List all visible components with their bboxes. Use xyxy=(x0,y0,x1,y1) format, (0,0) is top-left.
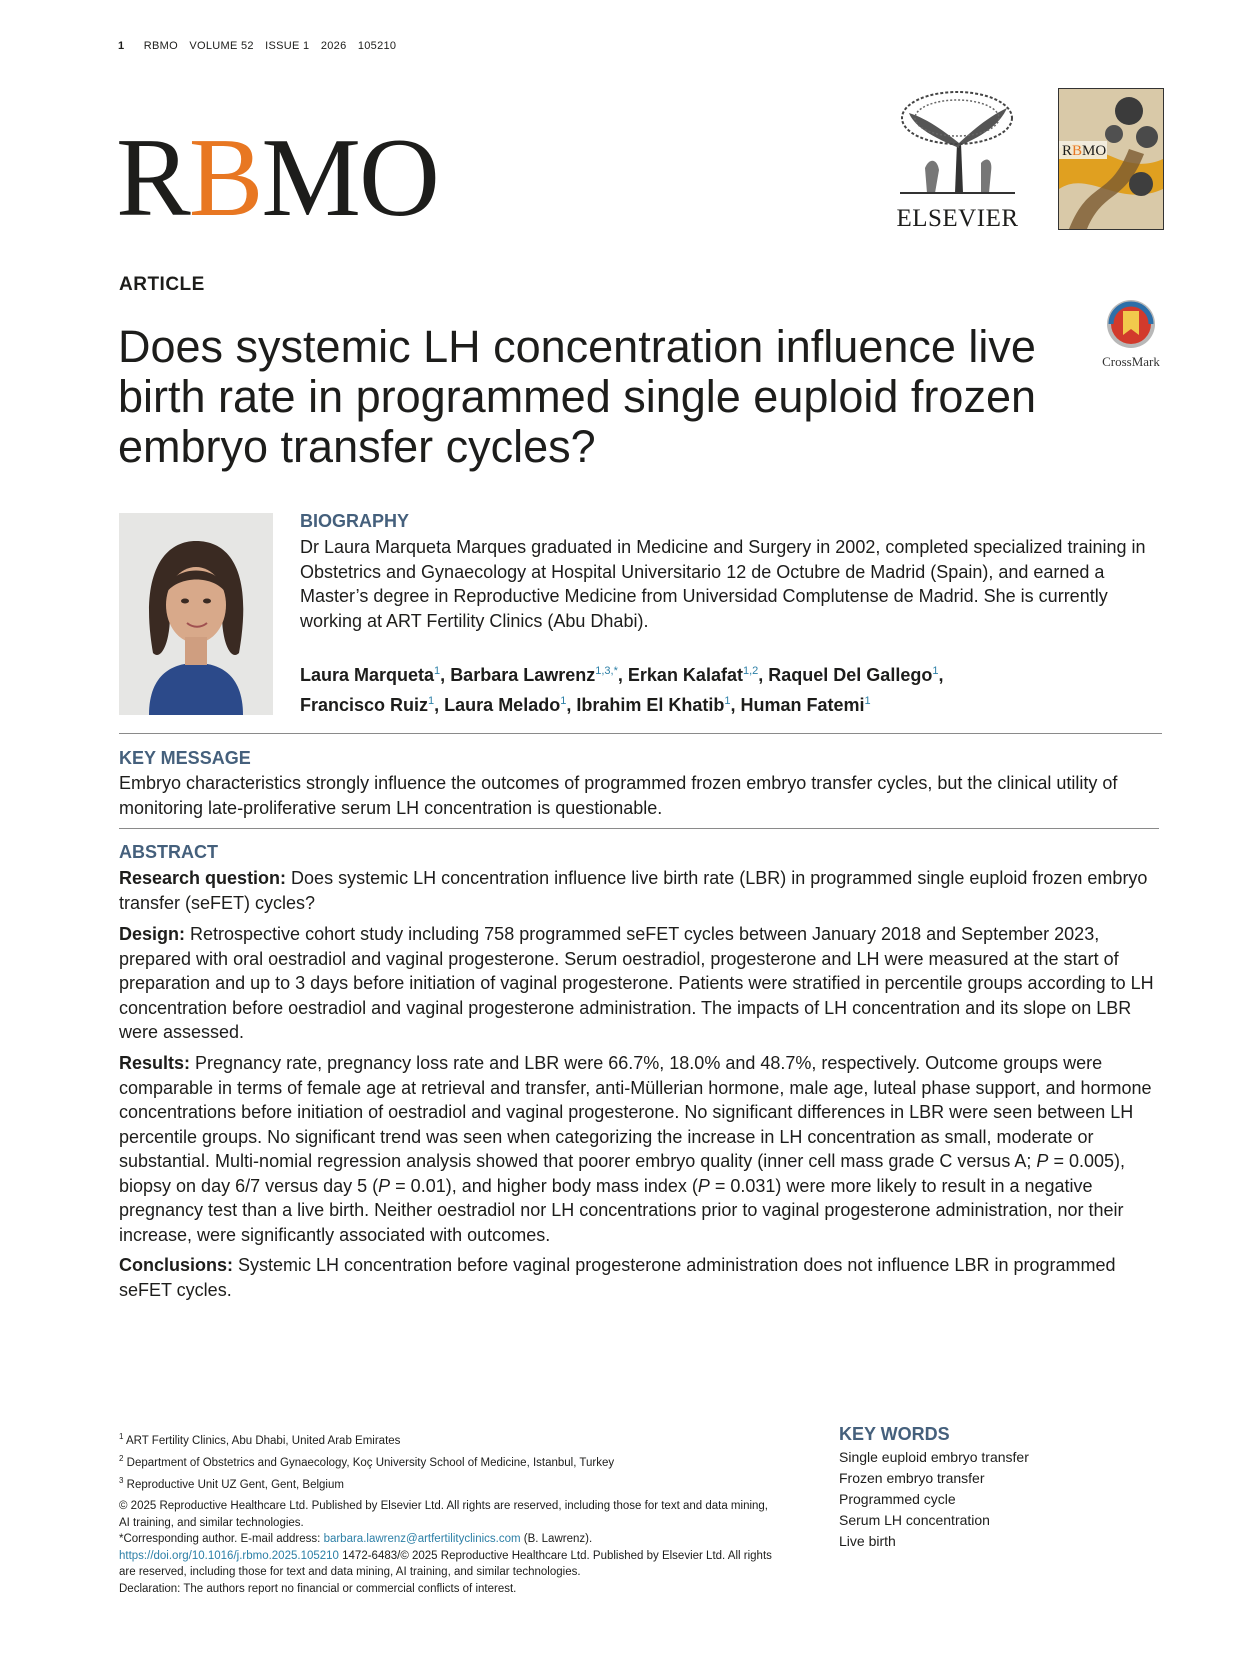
author-name: Laura Marqueta xyxy=(300,665,435,685)
author-separator: , xyxy=(434,695,445,715)
issn-text: 1472-6483/© 2025 Reproductive Healthcare Ltd. Published by Elsevier Ltd. All rights are reserved, including those for text and data mining, AI training, and similar technologies. xyxy=(119,1549,772,1578)
affiliation-footnotes xyxy=(119,1428,614,1493)
journal-cover-thumbnail[interactable] xyxy=(1058,88,1164,230)
running-head xyxy=(118,40,404,52)
keywords-heading: KEY WORDS xyxy=(839,1424,950,1444)
author-separator: , xyxy=(566,695,577,715)
author-name: Raquel Del Gallego xyxy=(768,665,933,685)
crossmark-icon xyxy=(1095,297,1167,349)
author-name: Ibrahim El Khatib xyxy=(576,695,725,715)
research-question-label: Research question: xyxy=(119,868,287,888)
svg-text:RBMO xyxy=(1062,143,1106,159)
conclusions-text: Systemic LH concentration before vaginal progesterone administration does not influence LBR in programmed seFET cycles. xyxy=(119,1255,1116,1300)
author-separator: , xyxy=(758,665,769,685)
affiliation-item xyxy=(119,1428,614,1450)
affiliation-number: 2 xyxy=(119,1453,124,1463)
cover-logo-letter: O xyxy=(1095,143,1107,159)
author-affiliation-marker[interactable]: 1 xyxy=(724,695,731,707)
author-name: Laura Melado xyxy=(444,695,561,715)
design-label: Design: xyxy=(119,924,186,944)
volume: VOLUME 52 xyxy=(189,40,254,52)
cover-logo-letter: B xyxy=(1072,143,1083,159)
keyword-item: Single euploid embryo transfer xyxy=(839,1449,1029,1465)
keyword-item: Programmed cycle xyxy=(839,1491,956,1507)
corresponding-author xyxy=(119,1531,779,1581)
logo-letter: O xyxy=(359,120,438,230)
divider xyxy=(119,828,1159,829)
keyword-item: Live birth xyxy=(839,1533,896,1549)
abstract-research-question xyxy=(119,866,1164,915)
divider xyxy=(119,733,1162,734)
logo-letter: B xyxy=(188,120,262,230)
results-text: Pregnancy rate, pregnancy loss rate and LBR were 66.7%, 18.0% and 48.7%, respectively. Outcome groups were comparable in terms of female age at retrieval and transfer, anti-Müllerian hormone, male age, luteal phase support, and hormone concentrations before initiation of oestradiol and vaginal progesterone. No significant differences in LBR were seen between LH percentile groups. No significant trend was seen when categorizing the increase in LH concentration as small, moderate or substantial. Multi-nomial regression analysis showed that poorer embryo quality (inner cell mass grade C versus A; xyxy=(119,1053,1152,1171)
cover-logo-letter: M xyxy=(1082,143,1096,159)
abstract-results xyxy=(119,1051,1164,1247)
author-list xyxy=(300,658,1170,718)
page-number: 1 xyxy=(118,40,125,52)
elsevier-tree-icon xyxy=(895,88,1020,198)
key-message-heading: KEY MESSAGE xyxy=(119,748,251,768)
author-affiliation-marker[interactable]: 1 xyxy=(864,695,871,707)
results-label: Results: xyxy=(119,1053,191,1073)
affiliation-number: 3 xyxy=(119,1475,124,1485)
author-affiliation-marker[interactable]: 1 xyxy=(932,665,939,677)
author-affiliation-marker[interactable]: 1 xyxy=(560,695,567,707)
keyword-item: Frozen embryo transfer xyxy=(839,1470,985,1486)
affiliation-item xyxy=(119,1450,614,1472)
author-separator: , xyxy=(938,665,944,685)
conclusions-label: Conclusions: xyxy=(119,1255,234,1275)
affiliation-number: 1 xyxy=(119,1432,124,1441)
author-name: Human Fatemi xyxy=(740,695,865,715)
affiliation-text: Department of Obstetrics and Gynaecology, Koç University School of Medicine, Istanbul, Turkey xyxy=(123,1456,615,1469)
keywords-list xyxy=(839,1447,1029,1552)
author-separator: , xyxy=(440,665,451,685)
cover-logo-letter: R xyxy=(1062,143,1073,159)
publisher-name: ELSEVIER xyxy=(896,205,1019,232)
p-value-symbol: P xyxy=(378,1175,391,1196)
journal-logo xyxy=(116,120,496,230)
journal-abbrev: RBMO xyxy=(143,40,178,52)
author-affiliation-marker[interactable]: 1 xyxy=(428,695,435,707)
abstract-design xyxy=(119,922,1164,1045)
issue: ISSUE 1 xyxy=(265,40,310,52)
article-number: 105210 xyxy=(357,40,397,52)
logo-letter: R xyxy=(116,120,189,230)
copyright-line: © 2025 Reproductive Healthcare Ltd. Published by Elsevier Ltd. All rights are reserved, including those for text and data mining, AI training, and similar technologies. xyxy=(119,1500,769,1529)
p-value-symbol: P xyxy=(1036,1151,1049,1171)
author-affiliation-marker[interactable]: 1,2 xyxy=(742,665,759,677)
logo-letter: M xyxy=(261,120,359,230)
author-name: Erkan Kalafat xyxy=(627,665,743,685)
abstract-heading: ABSTRACT xyxy=(119,842,218,862)
results-text: = 0.005), biopsy on day 6/7 versus day 5 ( xyxy=(119,1151,1125,1196)
biography-text: Dr Laura Marqueta Marques graduated in Medicine and Surgery in 2002, completed specialized training in Obstetrics and Gynaecology at Hospital Universitario 12 de Octubre de Madrid (Spain), and earned a Master’s degree in Reproductive Medicine from Universidad Complutense de Madrid. She is currently working at ART Fertility Clinics (Abu Dhabi). xyxy=(300,537,1146,631)
author-separator: , xyxy=(730,695,741,715)
doi-link[interactable]: https://doi.org/10.1016/j.rbmo.2025.105210 xyxy=(119,1549,339,1562)
publisher-logo xyxy=(895,88,1020,232)
email-link[interactable]: barbara.lawrenz@artfertilityclinics.com xyxy=(323,1533,521,1545)
author-separator: , xyxy=(617,665,628,685)
corresponding-name: (B. Lawrenz). xyxy=(520,1533,593,1545)
results-text: = 0.01), and higher body mass index ( xyxy=(390,1175,698,1196)
crossmark-label: CrossMark xyxy=(1102,354,1160,369)
abstract-conclusions xyxy=(119,1253,1164,1302)
copyright-block xyxy=(119,1498,779,1597)
affiliation-text: Reproductive Unit UZ Gent, Gent, Belgium xyxy=(123,1478,344,1491)
declaration: Declaration: The authors report no financial or commercial conflicts of interest. xyxy=(119,1582,517,1595)
author-portrait xyxy=(119,513,273,715)
article-title: Does systemic LH concentration influence live birth rate in programmed single euploid frozen embryo transfer cycles? xyxy=(118,321,1036,472)
author-name: Barbara Lawrenz xyxy=(450,665,596,685)
results-text: = 0.031) were more likely to result in a negative pregnancy test than a live birth. Neither oestradiol nor LH concentrations prior to vaginal progesterone administration, nor their increase, were significantly associated with outcomes. xyxy=(119,1175,1124,1245)
author-name: Francisco Ruiz xyxy=(300,695,429,715)
crossmark-badge[interactable] xyxy=(1095,297,1167,369)
svg-text:RBMO xyxy=(116,120,438,230)
year: 2026 xyxy=(320,40,347,52)
author-affiliation-marker[interactable]: 1,3,* xyxy=(595,665,618,677)
research-question-text: Does systemic LH concentration influence live birth rate (LBR) in programmed single euploid frozen embryo transfer (seFET) cycles? xyxy=(119,868,1148,913)
author-photo xyxy=(119,513,273,715)
keyword-item: Serum LH concentration xyxy=(839,1512,990,1528)
biography-heading: BIOGRAPHY xyxy=(300,511,410,531)
design-text: Retrospective cohort study including 758 programmed seFET cycles between January 2018 and September 2023, prepared with oral oestradiol and vaginal progesterone. Serum oestradiol, progesterone and LH were measured at the start of preparation and up to 3 days before initiation of vaginal progesterone. Patients were stratified in percentile groups according to LH concentration before oestradiol and vaginal progesterone administration. The impacts of LH concentration and its slope on LBR were assessed. xyxy=(119,924,1154,1042)
affiliation-item xyxy=(119,1472,614,1494)
author-affiliation-marker[interactable]: 1 xyxy=(434,665,441,677)
corresponding-prefix: *Corresponding author. E-mail address: xyxy=(119,1533,324,1545)
cover-image xyxy=(1059,89,1163,229)
p-value-symbol: P xyxy=(697,1175,710,1196)
article-type: ARTICLE xyxy=(119,274,205,295)
affiliation-text: ART Fertility Clinics, Abu Dhabi, United Arab Emirates xyxy=(123,1434,401,1447)
key-message-text: Embryo characteristics strongly influence the outcomes of programmed frozen embryo transfer cycles, but the clinical utility of monitoring late-proliferative serum LH concentration is questionable. xyxy=(119,773,1118,818)
